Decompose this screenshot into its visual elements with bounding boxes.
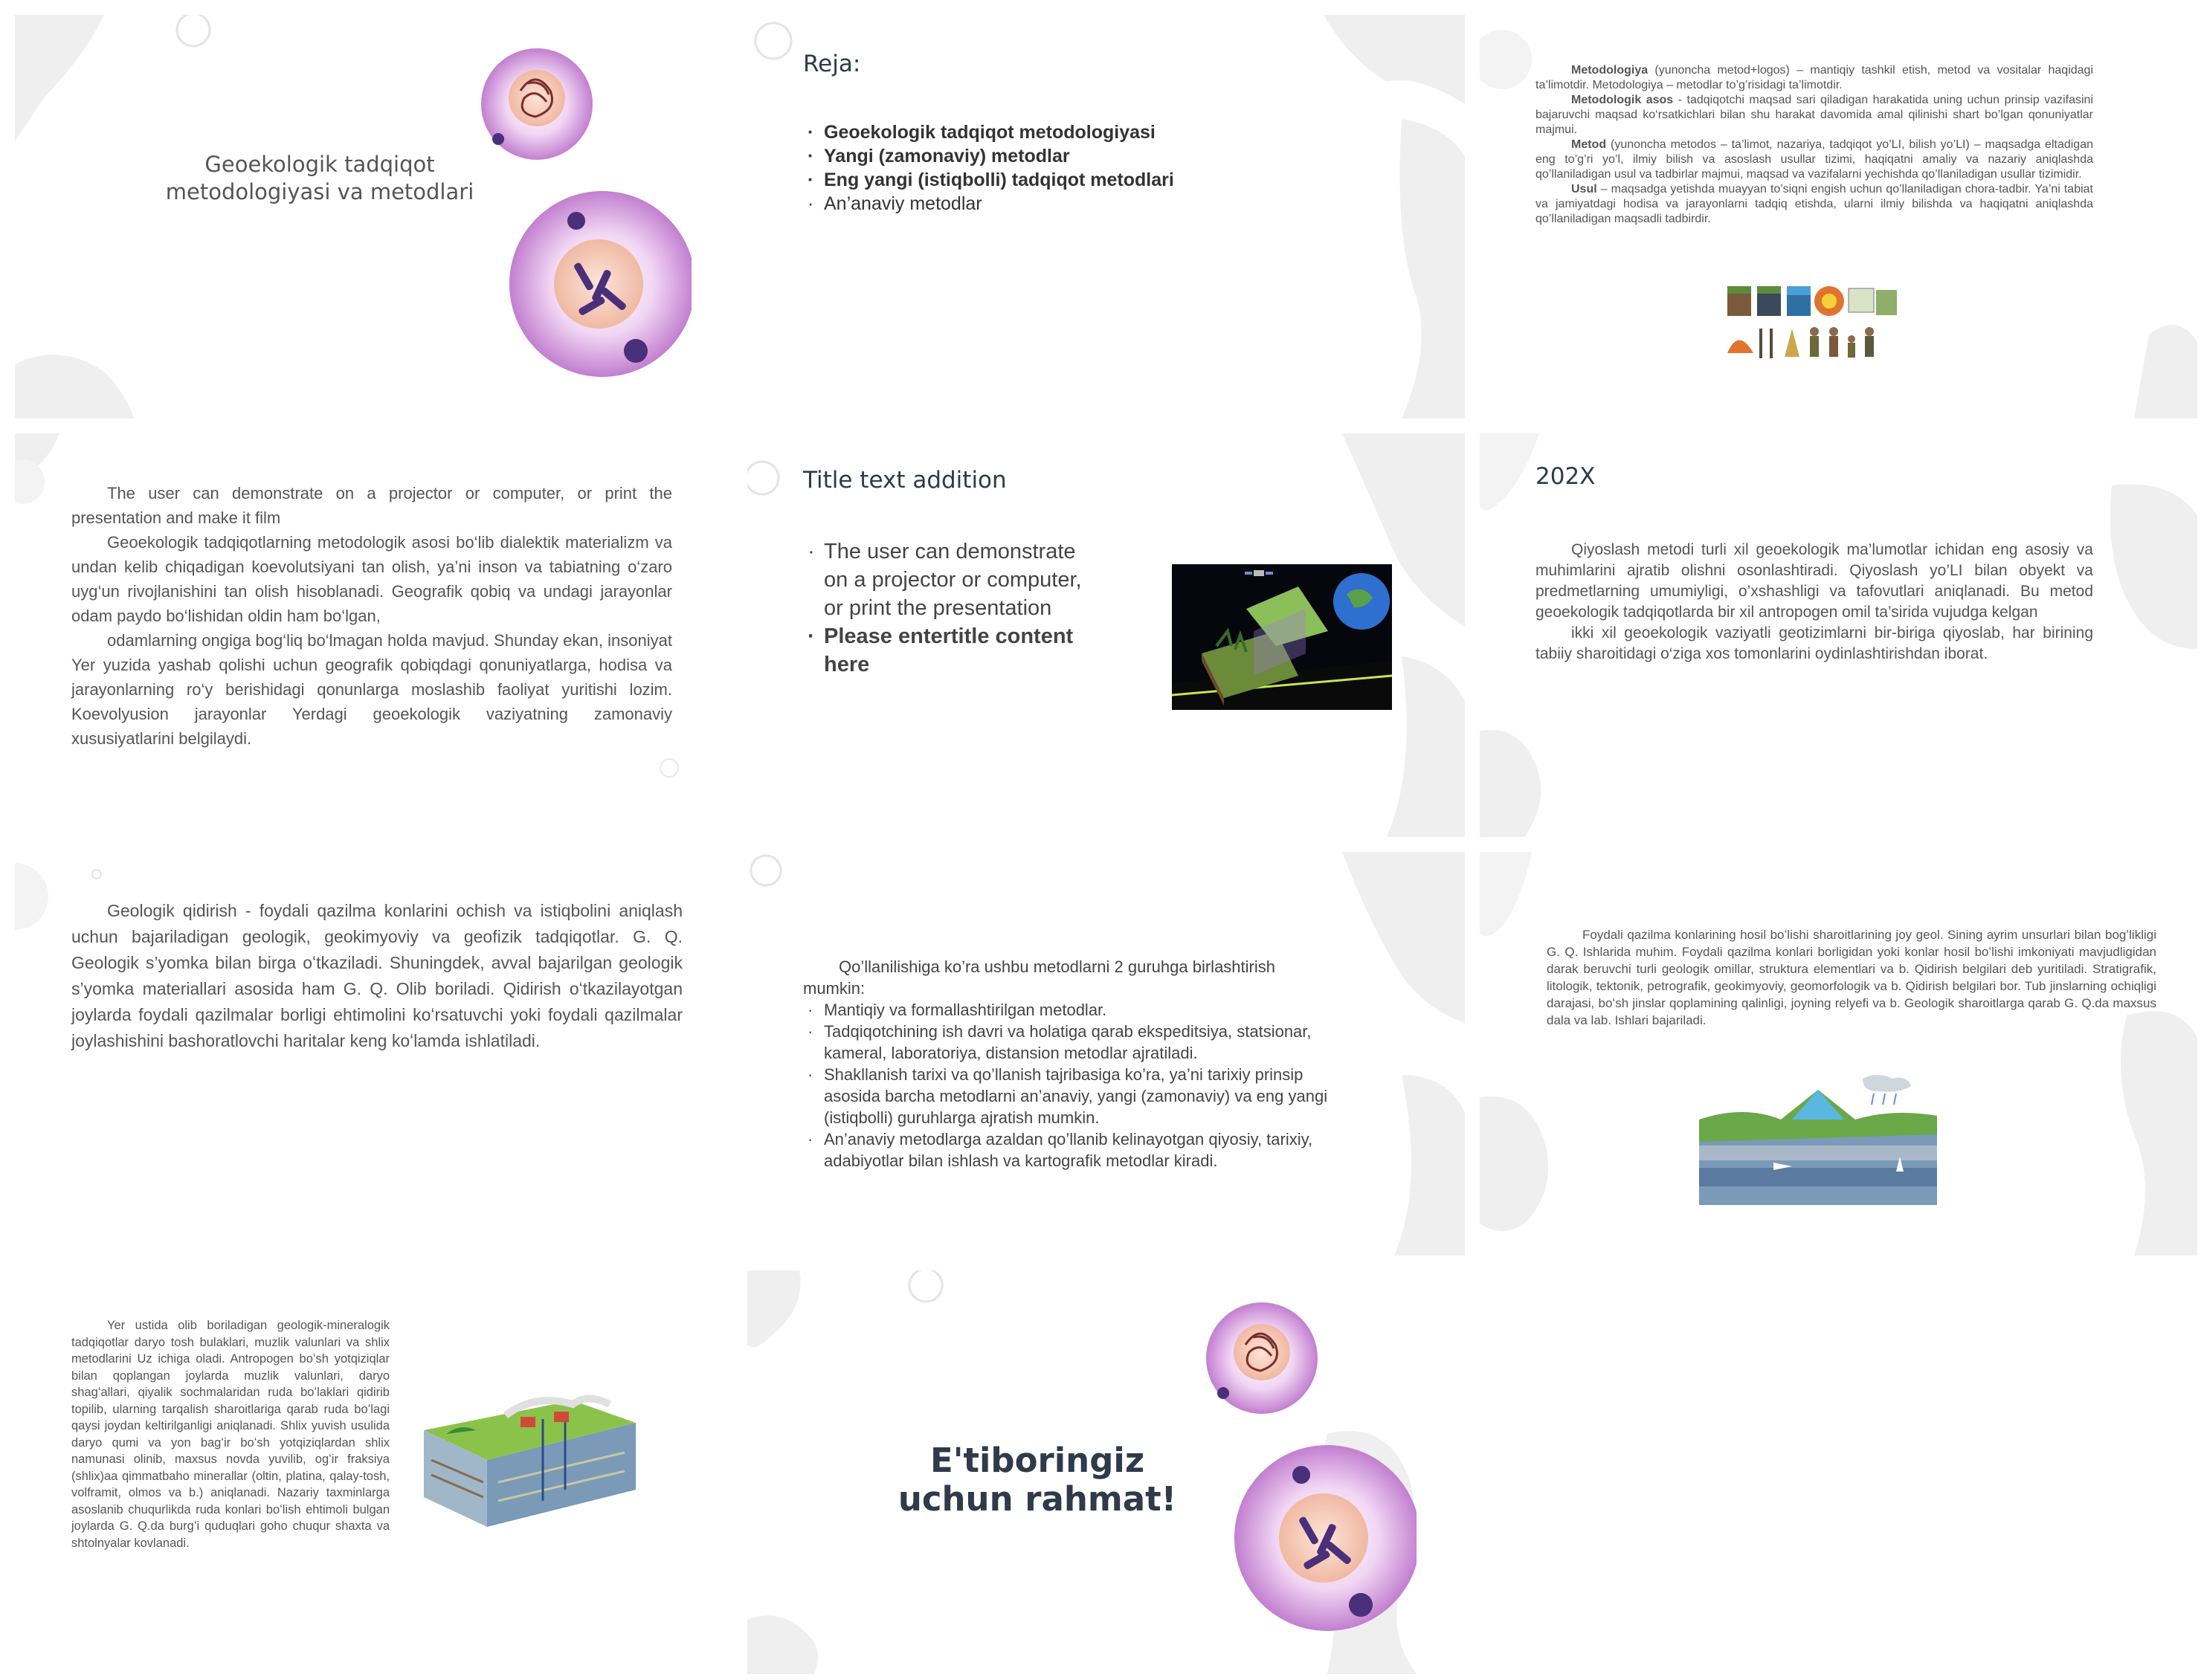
slide-heading: Title text addition — [803, 467, 1007, 494]
slide-11[interactable] — [747, 1270, 1465, 1674]
cell-illustration — [1179, 1300, 1417, 1635]
methods-block — [803, 956, 1338, 1172]
groundwater-diagram — [1699, 1075, 1937, 1205]
body-text: Geologik qidirish - foydali qazilma konlarini ochish va istiqbolini aniqlash uchun bajariladigan geologik, geokimyoviy va geofizik tadqiqotlar. G. Q. Geologik s’yomka bilan birga oʻtkaziladi. Shuningdek, avval bajarilgan geologik s’yomka materiallari asosida ham G. Q. Olib boriladi. Qidirish oʻtkazilayotgan joylarda foydali qazilmalar borligi ehtimolini koʻrsatuvchi yoki foydali qazilmalar joylashishini bashoratlovchi haritalar keng koʻlamda ishlatiladi. — [71, 901, 683, 1050]
slide-3[interactable] — [1480, 15, 2197, 419]
slide-9[interactable] — [1480, 852, 2197, 1256]
methods-item: · Mantiqiy va formallashtirilgan metodlar. — [803, 999, 1338, 1021]
closing-title: E'tiboringiz uchun rahmat! — [898, 1441, 1177, 1519]
content-list — [803, 537, 1100, 679]
intro-text: Qo’llanilishiga ko’ra ushbu metodlarni 2 guruhga birlashtirish mumkin: — [803, 957, 1275, 998]
body-text: Yer ustida olib boriladigan geologik-mineralogik tadqiqotlar daryo tosh bulaklari, muzlik valunlari va shlix metodlarini Uz ichiga oladi. Antropogen boʻsh yotqiziqlar bilan qoplangan joylarda muzlik valunlari, daryo shagʻallari, qiyalik sochmalaridan ruda boʻlaklari qidirib topilib, ularning tarqalish sharoitlariga qarab ruda boʻlagi qaysi joydan keltirilganligi aniqlanadi. Shlix yuvish usulida daryo qumi va yon bagʻir boʻsh yotqiziqlardan shlix namunasi olinib, maxsus novda yuvilib, ogʻir fraksiya (shlix)aa qimmatbaho minerallar (oltin, platina, qalay-tosh, volframit, olmos va b.) aniqlanadi. Nazariy taxminlarga asoslanib chuqurlikda ruda konlari boʻlish ehtimoli bulgan joylarda G. Q.da burgʻi quduqlari goho chuqur shaxta va shtolnyalar kovlanadi. — [71, 1319, 390, 1550]
body-text: Qiyoslash metodi turli xil geoekologik ma’lumotlar ichidan eng asosiy va muhimlarini ajratib olishni osonlashtiradi. Qiyoslash yo’LI bilan obyekt va predmetlarning umumiyligi, o’xshashligi va tafovutlari aniqlanadi. Bu metod geoekologik tadqiqotlarda bir xil antropogen omil ta’sirida vujudga kelgan ikki xil geoekologik vaziyatli geotizimlarni bir-biriga qiyoslab, har birining tabiiy sharoitidagi o‘ziga xos tomonlarini oydinlashtirishdan iborat. — [1535, 541, 2093, 662]
body-text: The user can demonstrate on a projector or computer, or print the presentation and make it film Geoekologik tadqiqotlarning metodologik asosi bo‘lib dialektik materializm va undan kelib chiqadigan koevolutsiyani tan olish, ya’ni inson va tabiatning o‘zaro uyg‘un rivojlanishini tan olish hisoblanadi. Geografik qobiq va undagi jarayonlar odam paydo bo‘lishidan oldin ham bo‘lgan, odamlarning ongiga bog‘liq bo‘lmagan holda mavjud. Shunday ekan, insoniyat Yer yuzida yashab qolishi uchun geografik qobiqdagi qonuniyatlarga, hodisa va jarayonlarning ro‘y berishidagi qonunlarga moslashib faoliyat yuritishi lozim. Koevolyusion jarayonlar Yerdagi geoekologik vaziyatning zamonaviy xususiyatlarini belgilaydi. — [71, 484, 672, 748]
slide-5[interactable] — [747, 433, 1465, 837]
slide-heading: 202X — [1535, 463, 1596, 490]
aquifer-block-diagram — [416, 1378, 639, 1527]
plan-item: · An’anaviy metodlar — [803, 192, 1249, 216]
slide-8[interactable] — [747, 852, 1465, 1256]
slide-2[interactable] — [747, 15, 1465, 419]
plan-item: · Geoekologik tadqiqot metodologiyasi — [803, 120, 1249, 144]
geology-icons-illustration — [1724, 282, 1902, 364]
earth-satellite-image — [1172, 564, 1392, 710]
content-item: · Please entertitle content here — [803, 622, 1100, 679]
body-text: Foydali qazilma konlarining hosil boʻlishi sharoitlarining joy geol. Sining ayrim unsurlari bilan bogʻlikligi G. Q. Ishlarida muhim. Foydali qazilma konlari borligidan yoki konlar hosil boʻlishi imkoniyati mavjudligidan darak beruvchi turli geologik omillar, struktura elementlari va b. Qidirish belgilari deb yuritiladi. Stratigrafik, litologik, tektonik, petrografik, geokimyoviy, geomorfologik va b. Qidirish belgilari bor. Tub jinslarning ochiqligi darajasi, boʻsh jinslar qoplamining qalinligi, joyning relyefi va b. Geologik sharoitlarga qarab G. Q.da maxsus dala va lab. Ishlari bajariladi. — [1547, 928, 2156, 1027]
slide-4[interactable] — [15, 433, 732, 837]
definitions-text: Metodologiya (yunoncha metod+logos) – mantiqiy tashkil etish, metod va vositalar haqidagi ta’limotdir. Metodologiya – metodlar to’g’risidagi ta’limotdir. Metodologik asos - tadqiqotchi maqsad sari qiladigan harakatida uning uchun prinsip vazifasini bajaruvchi maqsad ko‘rsatkichlari bilan shu harakat davomida amal qilinishi shart bo’lgan qonuniyatlar majmui. Metod (yunoncha metodos – ta’limot, nazariya, tadqiqot yo’LI, bilish yo’LI) – maqsadga eltadigan eng to’g’ri yo’l, ilmiy bilish va asoslash usullar tizimi, haqiqatni amaliy va nazariy aniqlashda qo’llaniladigan usul va tadbirlar majmui, maqsad va vazifalarni yechishda qo’llaniladigan usullar tizimidir. Usul – maqsadga yetishda muayyan to’siqni engish uchun qo’llaniladigan chora-tadbir. Ya’ni tabiat va jamiyatdagi hodisa va jarayonlarni tadqiq etishda, ularni ilmiy bilishda va haqiqatni aniqlashda qo’llaniladigan maqsadli tadbirdir. — [1535, 64, 2094, 225]
methods-item: · Shakllanish tarixi va qo’llanish tajribasiga ko’ra, ya’ni tarixiy prinsip asosida barcha metodlarni an’anaviy, yangi (zamonaviy) va eng yangi (istiqbolli) guruhlarga ajratish mumkin. — [803, 1064, 1338, 1128]
slide-1[interactable] — [15, 15, 732, 419]
plan-list — [803, 120, 1249, 216]
slide-6[interactable] — [1480, 433, 2197, 837]
plan-item: · Eng yangi (istiqbolli) tadqiqot metodlari — [803, 168, 1249, 192]
slide-title: Geoekologik tadqiqot metodologiyasi va metodlari — [165, 152, 474, 204]
methods-item: · An’anaviy metodlarga azaldan qo’llanib kelinayotgan qiyosiy, tarixiy, adabiyotlar bilan ishlash va kartografik metodlar kiradi. — [803, 1128, 1338, 1172]
slide-10[interactable] — [15, 1270, 732, 1674]
slide-7[interactable] — [15, 852, 732, 1256]
methods-item: · Tadqiqotchining ish davri va holatiga qarab ekspeditsiya, statsionar, kameral, laboratoriya, distansion metodlar ajratiladi. — [803, 1021, 1338, 1064]
slide-heading: Reja: — [803, 51, 861, 77]
methods-list — [803, 999, 1338, 1172]
plan-item: · Yangi (zamonaviy) metodlar — [803, 144, 1249, 168]
cell-illustration — [454, 46, 692, 381]
content-item: · The user can demonstrate on a projector or computer, or print the presentation — [803, 537, 1100, 622]
